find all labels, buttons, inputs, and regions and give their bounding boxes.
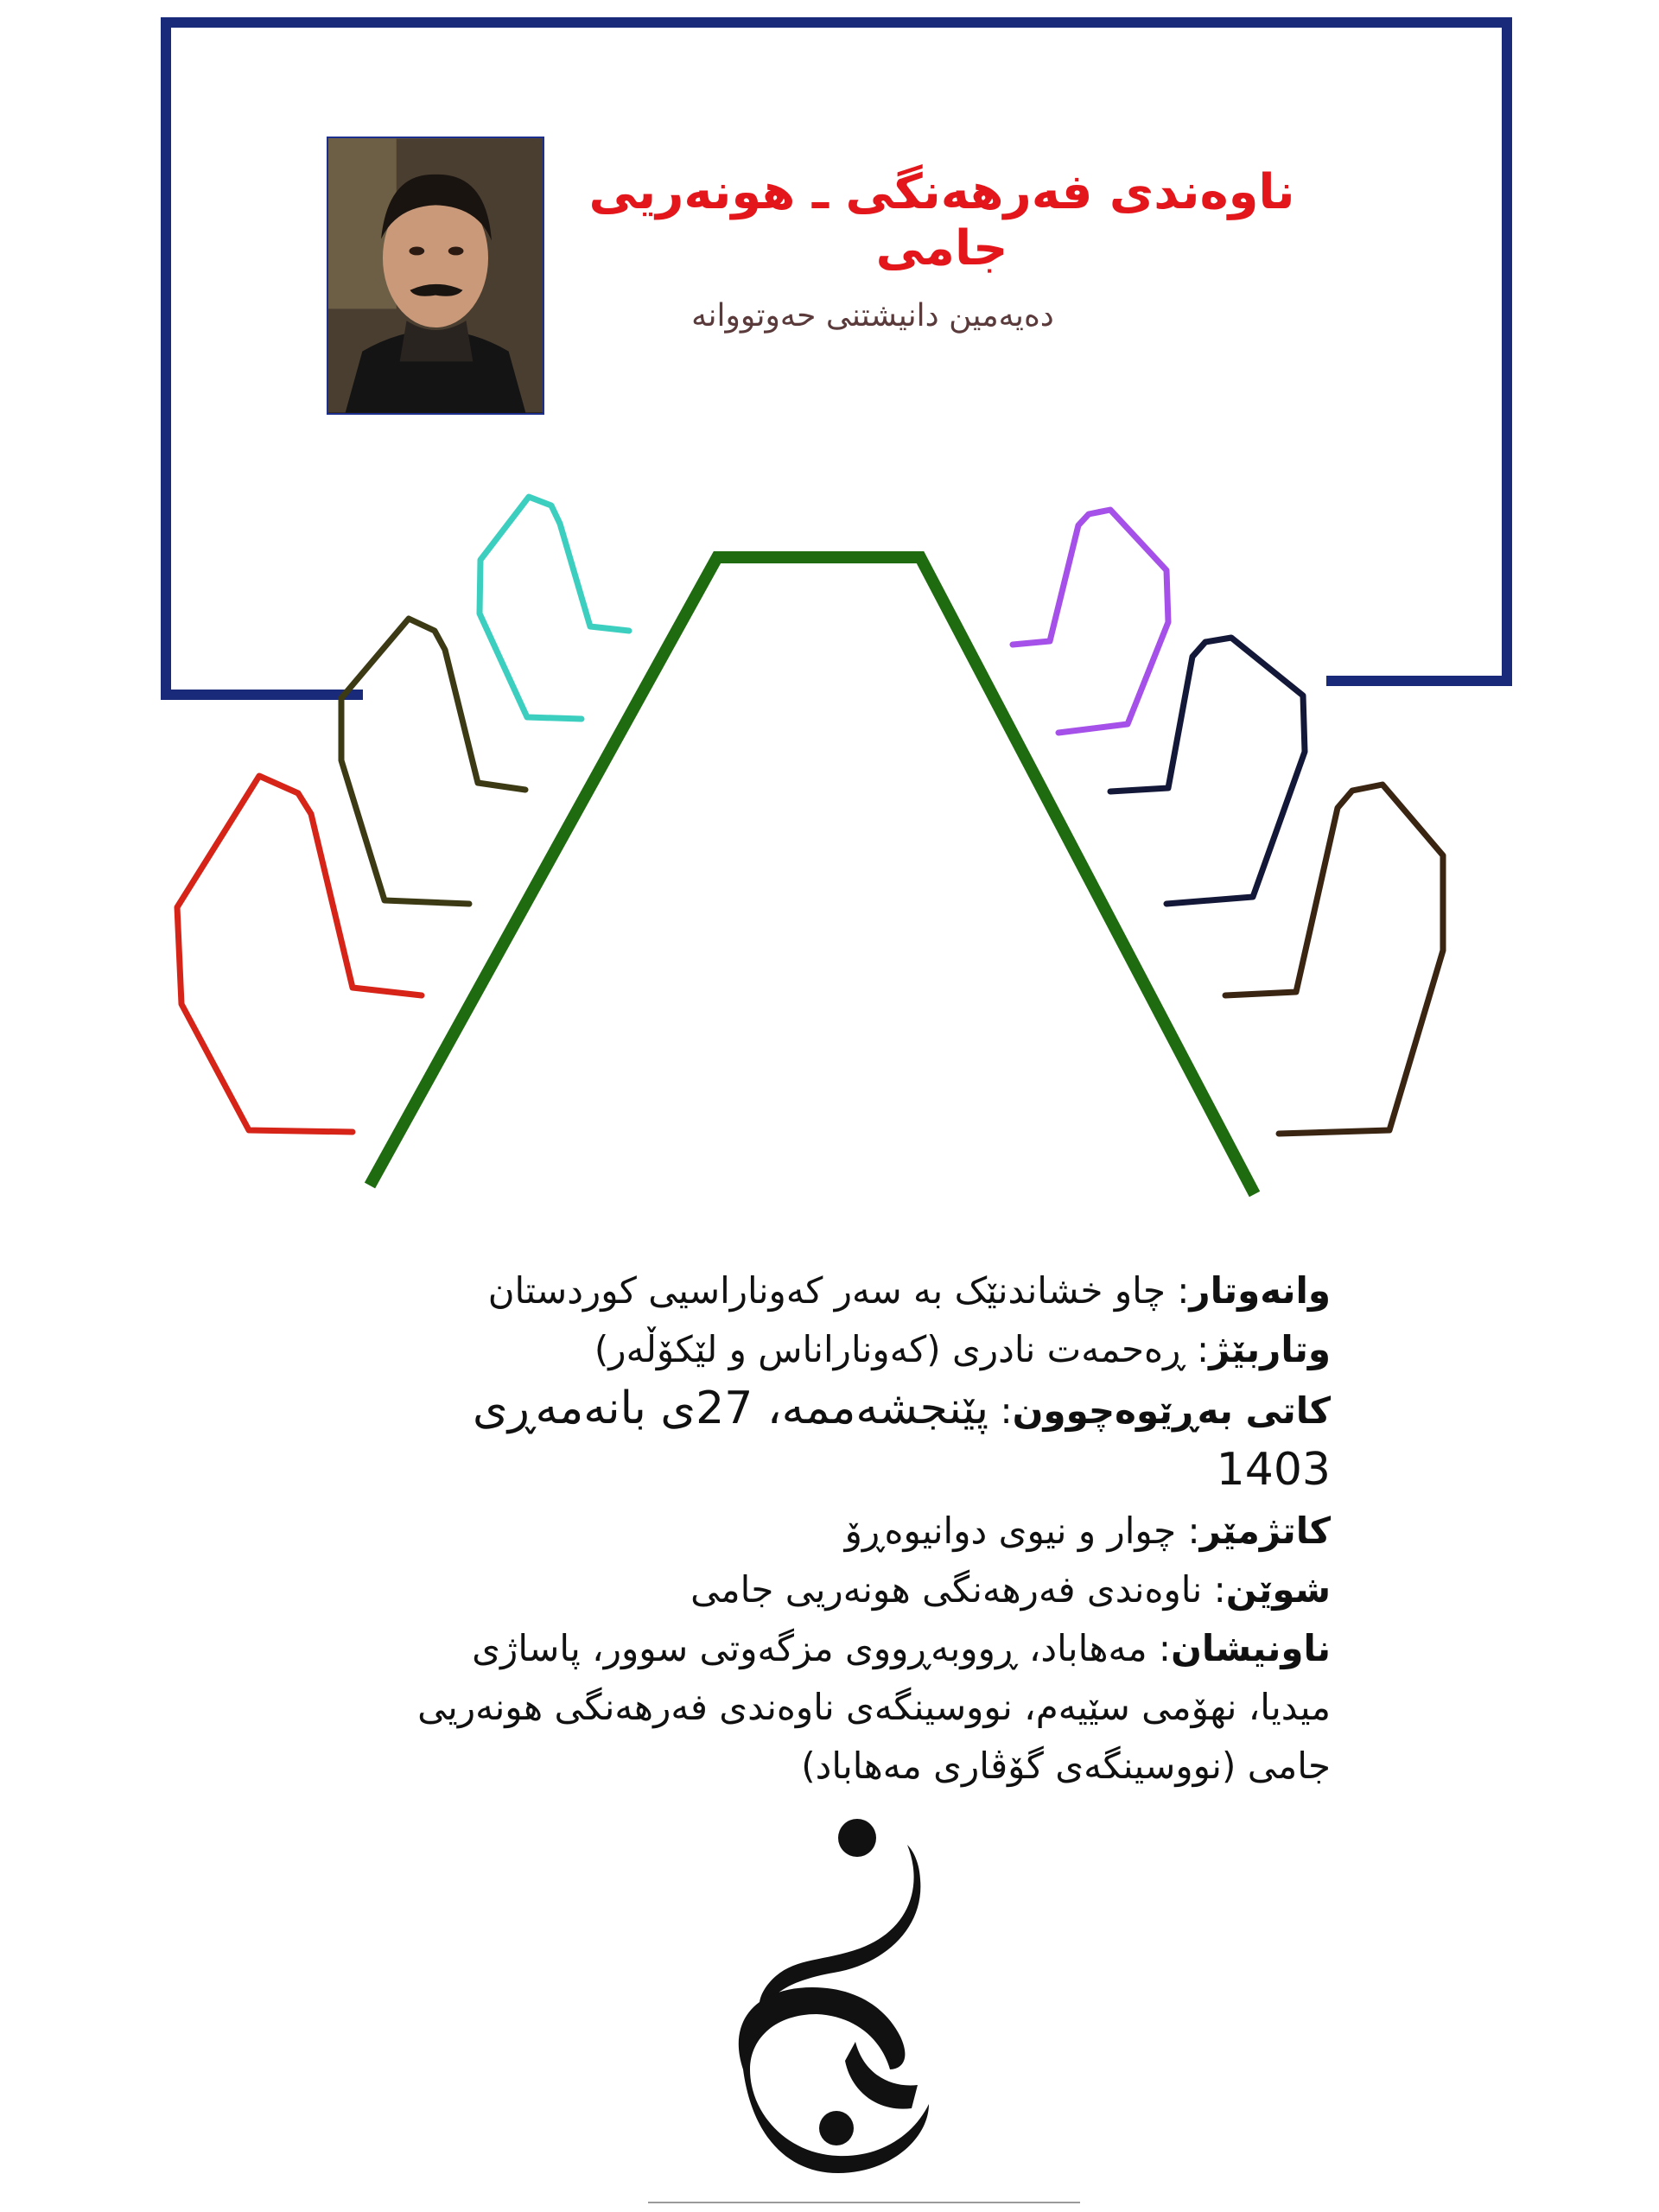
detail-row-time: کاتژمێر: چوار و نیوی دوانیوەڕۆ [844, 1510, 1331, 1552]
detail-row-place: شوێن: ناوەندی فەرهەنگی هونەریی جامی [690, 1568, 1331, 1611]
detail-value: ڕەحمەت نادری (کەوناراناس و لێکۆڵەر) [594, 1328, 1185, 1370]
detail-key: وتاربێژ [1209, 1328, 1331, 1370]
detail-row-address: ناونیشان: مەهاباد، ڕووبەڕووی مزگەوتی سوور، پاساژی میدیا، نهۆمی سێیەم، نووسینگەی ناوەندی فەرهەنگی هونەریی جامی (نووسینگەی گۆڤاری مەهاباد) [417, 1627, 1331, 1787]
table-outline [370, 557, 1255, 1194]
chair-purple [1013, 510, 1168, 733]
chair-olive [341, 619, 525, 904]
detail-value: ناوەندی فەرهەنگی هونەریی جامی [690, 1568, 1203, 1611]
logo-hook [845, 2042, 918, 2109]
portrait-photo [327, 137, 544, 415]
detail-key: کاتژمێر [1199, 1510, 1331, 1552]
detail-key: کاتی بەڕێوەچوون [1012, 1389, 1331, 1432]
detail-key: ناونیشان [1171, 1627, 1331, 1669]
jami-logo-icon [709, 1810, 959, 2199]
detail-row-speaker: وتاربێژ: ڕەحمەت نادری (کەوناراناس و لێکۆڵەر) [594, 1328, 1331, 1370]
chair-navy [1110, 638, 1305, 904]
logo-dot-top [838, 1819, 876, 1857]
chair-teal [480, 497, 629, 719]
detail-value: چاو خشاندنێک بە سەر کەوناراسیی کوردستان [487, 1269, 1166, 1312]
logo-dot-bottom [819, 2111, 854, 2145]
chair-brown [1225, 785, 1443, 1134]
detail-row-date: کاتی بەڕێوەچوون: پێنجشەممە، 27ی بانەمەڕی 1403 [473, 1382, 1331, 1496]
chair-red [177, 776, 422, 1132]
logo-stroke-upper [760, 1845, 921, 2016]
detail-key: شوێن [1225, 1568, 1331, 1611]
page-subtitle: دەیەمین دانیشتنی حەوتووانە [691, 298, 1054, 334]
detail-row-lecture: وانەوتار: چاو خشاندنێک بە سەر کەوناراسیی کوردستان [487, 1269, 1331, 1312]
detail-value: چوار و نیوی دوانیوەڕۆ [844, 1510, 1177, 1552]
detail-value: مەهاباد، ڕووبەڕووی مزگەوتی سوور، پاساژی میدیا، نهۆمی سێیەم، نووسینگەی ناوەندی فەرهەنگی هونەریی جامی (نووسینگەی گۆڤاری مەهاباد) [417, 1627, 1331, 1787]
bottom-divider [648, 2202, 1080, 2203]
page-title: ناوەندی فەرهەنگی ـ هونەریی جامی [588, 164, 1295, 276]
detail-value: پێنجشەممە، 27ی بانەمەڕی 1403 [473, 1382, 1331, 1496]
detail-key: وانەوتار [1189, 1269, 1331, 1312]
event-details [380, 1262, 1331, 1796]
